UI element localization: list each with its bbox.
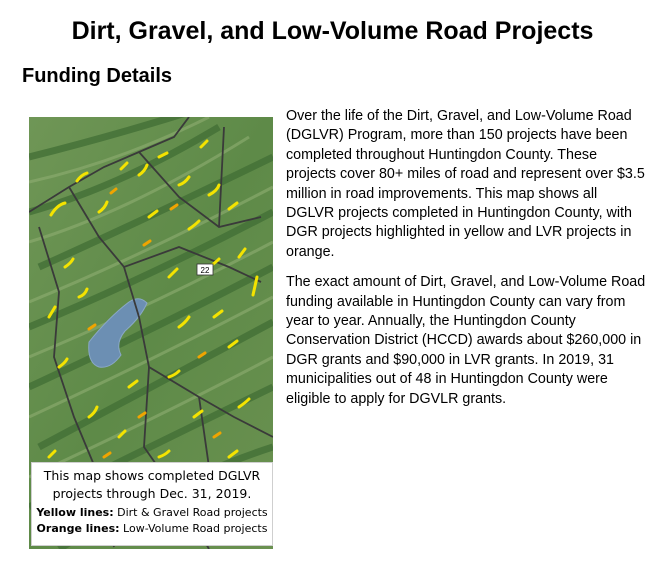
legend-yellow-text: Dirt & Gravel Road projects: [113, 506, 268, 519]
legend-orange-key: Orange lines:: [36, 522, 120, 535]
paragraph-program-summary: Over the life of the Dirt, Gravel, and Low-Volume Road (DGLVR) Program, more than 150 projects have been completed throughout Huntingdon County. These projects cover 80+ miles of road and represent over $3.5 million in road improvements. This map shows all DGLVR projects completed in Huntingdon County, with DGR projects highlighted in yellow and LVR projects in orange.: [286, 108, 645, 260]
page-title: Dirt, Gravel, and Low-Volume Road Projects: [71, 17, 594, 45]
legend-orange: [32, 521, 272, 537]
section-heading: Funding Details: [22, 65, 172, 87]
map-caption-text: This map shows completed DGLVR projects through Dec. 31, 2019.: [43, 468, 261, 501]
legend-yellow-key: Yellow lines:: [36, 506, 114, 519]
legend-yellow: [32, 505, 272, 521]
map-legend: [32, 505, 272, 537]
body-text: [286, 107, 646, 420]
route-shield: [197, 264, 213, 275]
legend-orange-text: Low-Volume Road projects: [119, 522, 268, 535]
svg-text:22: 22: [200, 266, 210, 275]
paragraph-funding: The exact amount of Dirt, Gravel, and Low-Volume Road funding available in Huntingdon County can vary from year to year. Annually, the Huntingdon County Conservation District (HCCD) awards about $260,000 in DGR grants and $90,000 in LVR grants. In 2019, 31 municipalities out of 48 in Huntingdon County were eligible to apply for DGVLR grants.: [286, 274, 646, 407]
map-caption: [31, 462, 273, 546]
